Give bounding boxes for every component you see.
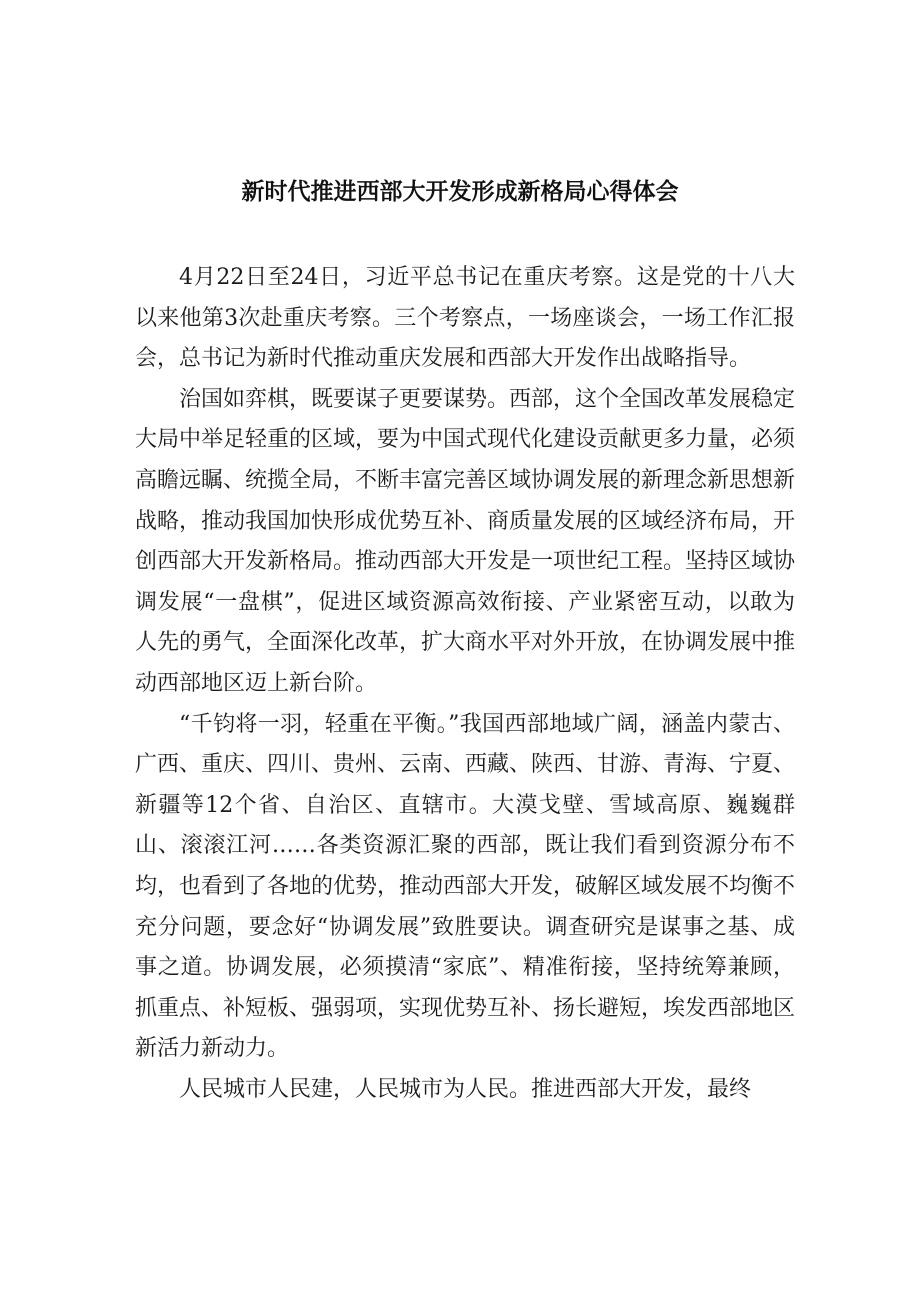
paragraph: “千钧将一羽，轻重在平衡。”我国西部地域广阔，涵盖内蒙古、广西、重庆、四川、贵州、云南、西藏、陕西、甘游、青海、宁夏、新疆等12个省、自治区、直辖市。大漠戈壁、雪域高原、巍巍群山、滚滚江河……各类资源汇聚的西部，既让我们看到资源分布不均，也看到了各地的优势，推动西部大开发，破解区域发展不均衡不充分问题，要念好“协调发展”致胜要诀。调查研究是谋事之基、成事之道。协调发展，必须摸清“家底”、精准衔接，坚持统筹兼顾，抓重点、补短板、强弱项，实现优势互补、扬长避短，埃发西部地区新活力新动力。 [135, 711, 796, 1062]
paragraph: 人民城市人民建，人民城市为人民。推进西部大开发，最终 [179, 1076, 752, 1102]
paragraph: 治国如弈棋，既要谋子更要谋势。西部，这个全国改革发展稳定大局中举足轻重的区域，要为中国式现代化建设贡献更多力量，必须高瞻远瞩、统揽全局，不断丰富完善区域协调发展的新理念新思想新战略，推动我国加快形成优势互补、商质量发展的区域经济布局，开创西部大开发新格局。推动西部大开发是一项世纪工程。坚持区域协调发展“一盘棋”，促进区域资源高效衔接、产业紧密互动，以敢为人先的勇气，全面深化改革，扩大商水平对外开放，在协调发展中推动西部地区迈上新台阶。 [135, 386, 796, 696]
document-title: 新时代推进西部大开发形成新格局心得体会 [241, 179, 679, 205]
document-body [135, 258, 795, 1110]
paragraph: 4月22日至24日，习近平总书记在重庆考察。这是党的十八大以来他第3次赴重庆考察。三个考察点，一场座谈会，一场工作汇报会，总书记为新时代推动重庆发展和西部大开发作出战略指导。 [135, 265, 795, 372]
